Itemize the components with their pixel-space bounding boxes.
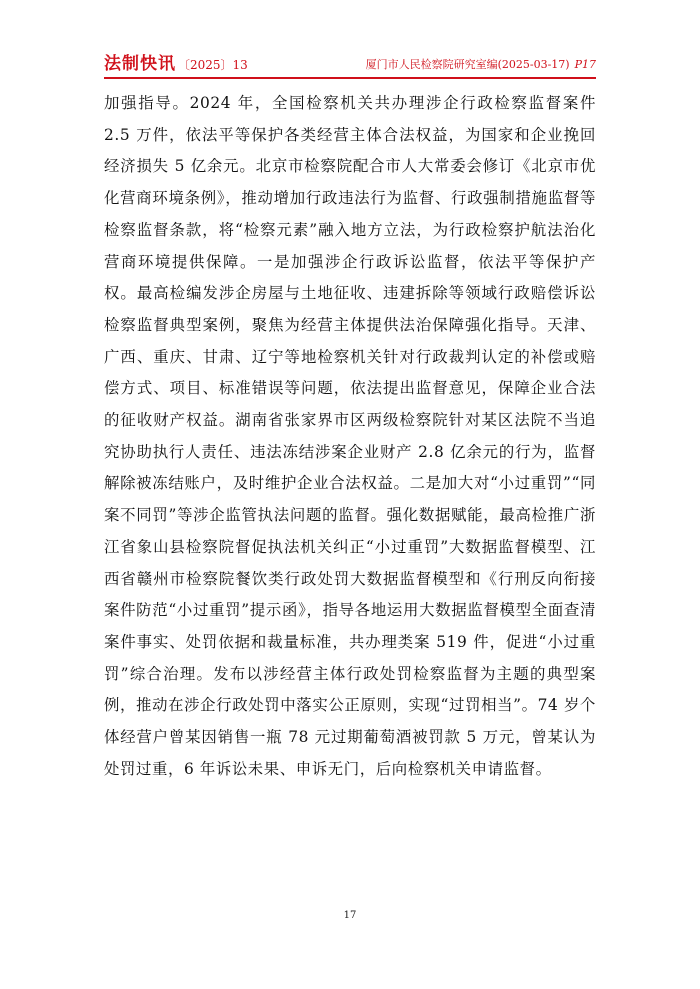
header-divider [104, 77, 596, 79]
publication-title: 法制快讯 [104, 54, 176, 74]
editor-info: 厦门市人民检察院研究室编(2025-03-17) [365, 58, 570, 71]
body-paragraph: 加强指导。2024 年，全国检察机关共办理涉企行政检察监督案件 2.5 万件，依法平等保护各类经营主体合法权益，为国家和企业挽回经济损失 5 亿余元。北京市检察院配合市人大常委会修订《北京市优化营商环境条例》，推动增加行政违法行为监督、行政强制措施监督等检察监督条款，将“检察元素”融入地方立法，为行政检察护航法治化营商环境提供保障。一是加强涉企行政诉讼监督，依法平等保护产权。最高检编发涉企房屋与土地征收、违建拆除等领域行政赔偿诉讼检察监督典型案例，聚焦为经营主体提供法治保障强化指导。天津、广西、重庆、甘肃、辽宁等地检察机关针对行政裁判认定的补偿或赔偿方式、项目、标准错误等问题，依法提出监督意见，保障企业合法的征收财产权益。湖南省张家界市区两级检察院针对某区法院不当追究协助执行人责任、违法冻结涉案企业财产 2.8 亿余元的行为，监督解除被冻结账户，及时维护企业合法权益。二是加大对“小过重罚”“同案不同罚”等涉企监管执法问题的监督。强化数据赋能，最高检推广浙江省象山县检察院督促执法机关纠正“小过重罚”大数据监督模型、江西省赣州市检察院餐饮类行政处罚大数据监督模型和《行刑反向衔接案件防范“小过重罚”提示函》，指导各地运用大数据监督模型全面查清案件事实、处罚依据和裁量标准，共办理类案 519 件，促进“小过重罚”综合治理。发布以涉经营主体行政处罚检察监督为主题的典型案例，推动在涉企行政处罚中落实公正原则，实现“过罚相当”。74 岁个体经营户曾某因销售一瓶 78 元过期葡萄酒被罚款 5 万元，曾某认为处罚过重，6 年诉讼未果、申诉无门，后向检察机关申请监督。 [104, 94, 596, 778]
page-header [104, 50, 596, 74]
header-left [104, 49, 248, 74]
page-number: 17 [343, 910, 357, 921]
header-page-tag: P17 [574, 58, 596, 71]
issue-number: 〔2025〕13 [178, 58, 248, 72]
header-right [366, 56, 596, 74]
